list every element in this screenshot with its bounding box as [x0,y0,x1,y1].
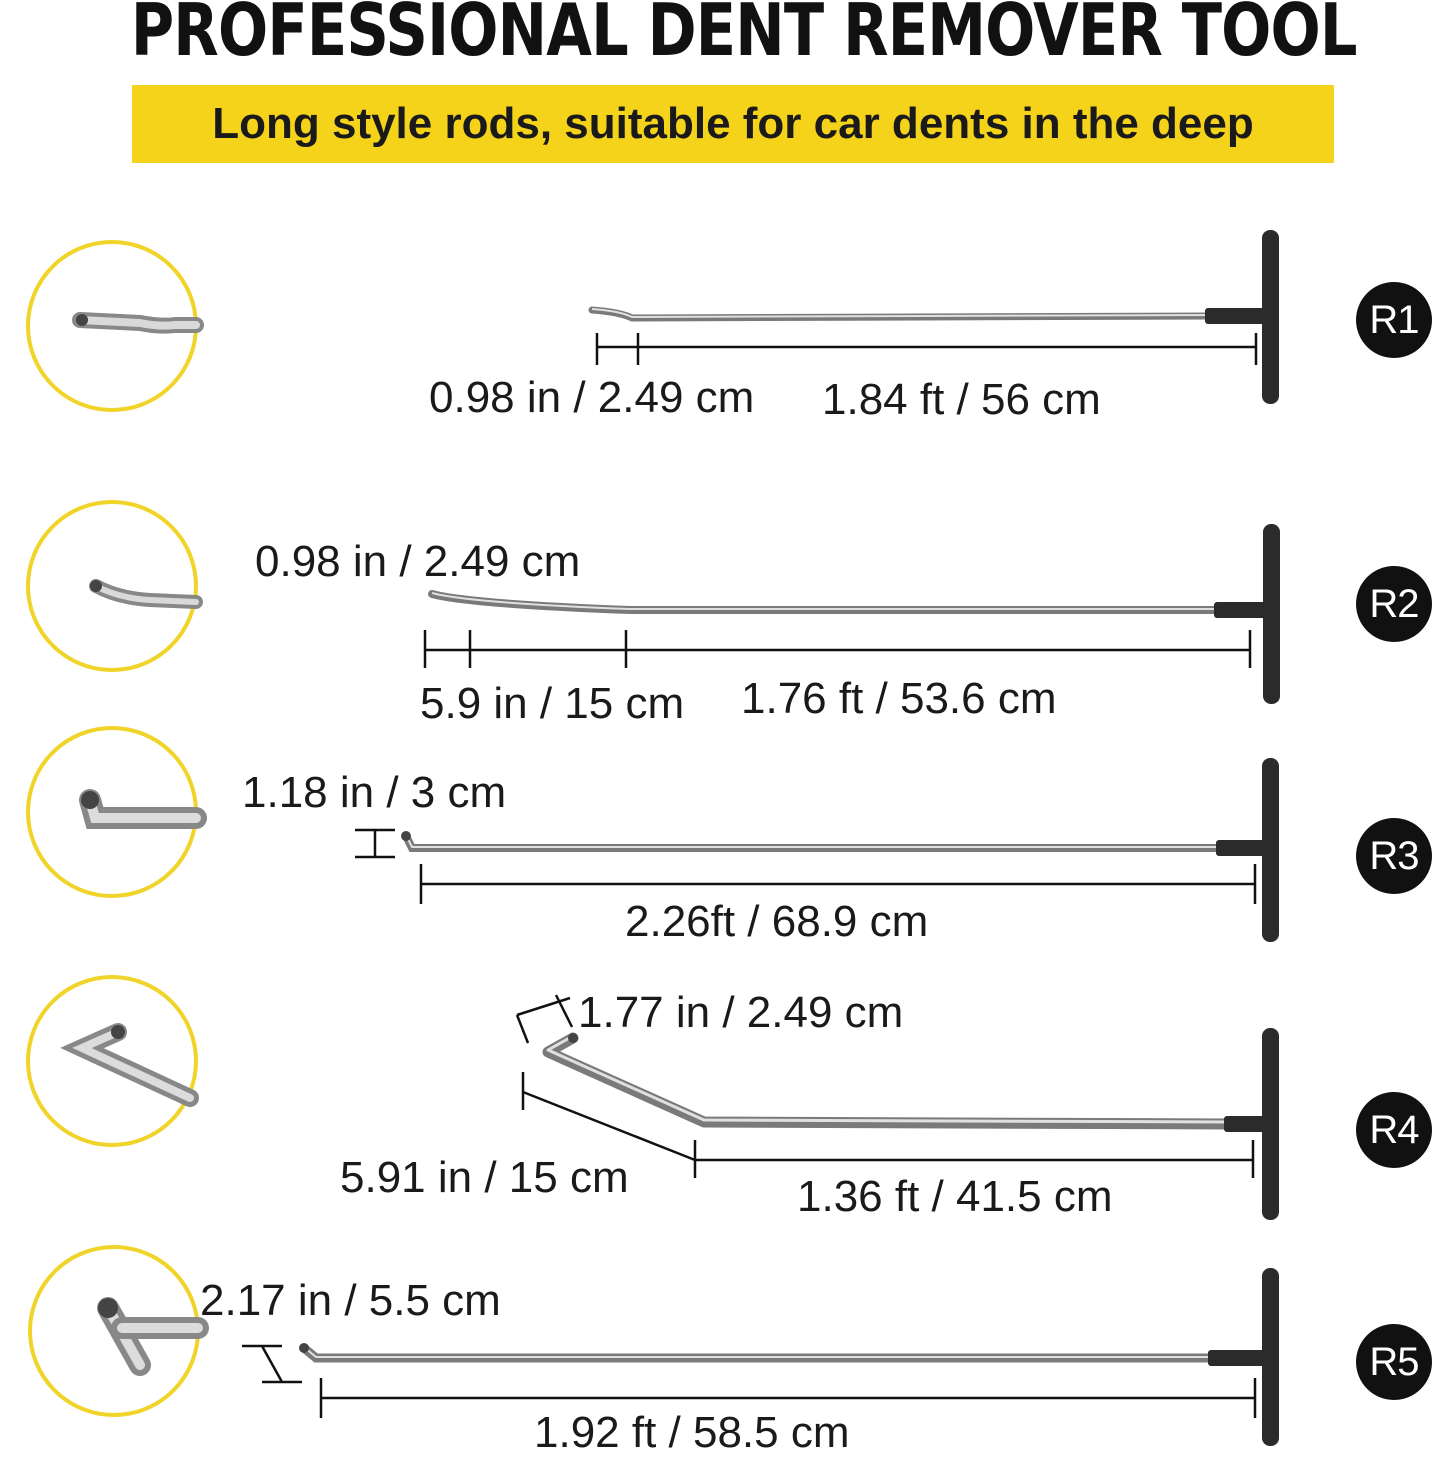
r5-tip-dimension: 2.17 in / 5.5 cm [200,1276,501,1325]
dimension-lines-r3 [355,830,1255,904]
r2-length: 1.76 ft / 53.6 cm [741,674,1057,723]
closeup-r5 [98,1298,198,1365]
r4-length: 1.36 ft / 41.5 cm [797,1172,1113,1221]
closeup-r3 [81,791,196,818]
closeup-r4 [82,1025,190,1098]
r1-length: 1.84 ft / 56 cm [822,375,1101,424]
closeup-r1 [76,314,196,326]
r4-tip-dimension: 1.77 in / 2.49 cm [578,988,904,1037]
subtitle-text: Long style rods, suitable for car dents in the deep [212,99,1254,148]
r3-length: 2.26ft / 68.9 cm [625,897,929,946]
r5-badge: R5 [1356,1324,1432,1400]
r2-tip-dimension: 0.98 in / 2.49 cm [255,537,581,586]
r5-length: 1.92 ft / 58.5 cm [534,1408,850,1457]
r2-badge: R2 [1356,566,1432,642]
r4-badge: R4 [1356,1092,1432,1168]
r3-badge: R3 [1356,818,1432,894]
closeup-r2 [90,580,196,602]
r3-tip-dimension: 1.18 in / 3 cm [242,768,507,817]
r4-bend-dimension: 5.91 in / 15 cm [340,1153,629,1202]
r1-tip-dimension: 0.98 in / 2.49 cm [429,373,755,422]
dimension-lines-r2 [425,630,1250,668]
page-title: PROFESSIONAL DENT REMOVER TOOL [130,0,1357,72]
dimension-lines-r1 [597,333,1256,365]
r2-bend-dimension: 5.9 in / 15 cm [420,679,685,728]
r1-badge: R1 [1356,282,1432,358]
